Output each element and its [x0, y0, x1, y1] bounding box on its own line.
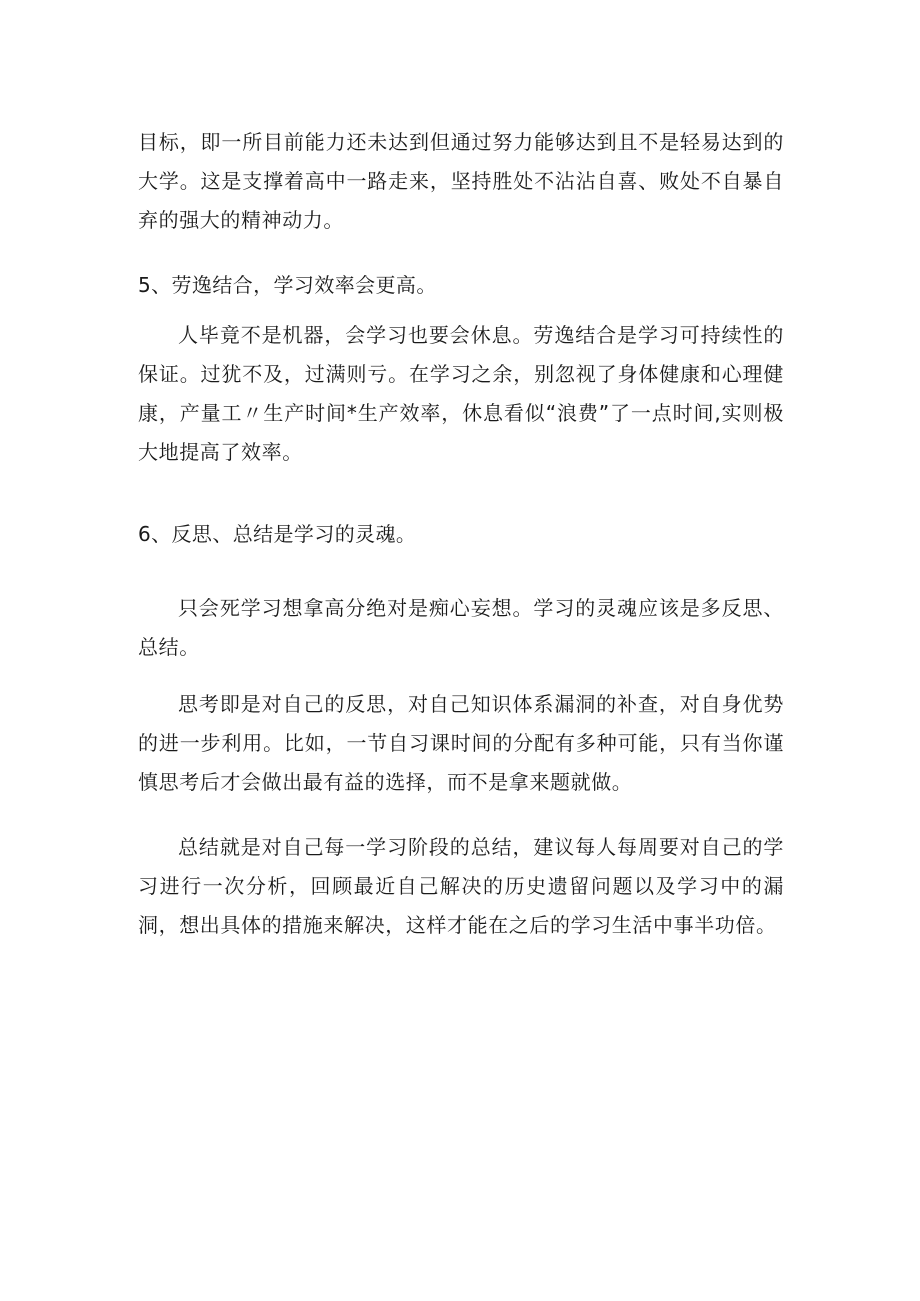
paragraph-thinking: 思考即是对自己的反思，对自己知识体系漏洞的补查，对自身优势的进一步利用。比如，一节自习课时间的分配有多种可能，只有当你谨慎思考后才会做出最有益的选择，而不是拿来题就做。 [138, 692, 784, 794]
section-heading-6: 6、反思、总结是学习的灵魂。 [138, 522, 417, 546]
paragraph-rest-balance: 人毕竟不是机器，会学习也要会休息。劳逸结合是学习可持续性的保证。过犹不及，过满则亏。在学习之余，别忽视了身体健康和心理健康，产量工〃生产时间*生产效率，休息看似“浪费”了一点时间,实则极大地提高了效率。 [138, 323, 784, 464]
paragraph-reflection-intro: 只会死学习想拿高分绝对是痴心妄想。学习的灵魂应该是多反思、总结。 [138, 596, 784, 659]
paragraph-summary: 总结就是对自己每一学习阶段的总结，建议每人每周要对自己的学习进行一次分析，回顾最近自己解决的历史遗留问题以及学习中的漏洞，想出具体的措施来解决，这样才能在之后的学习生活中事半功倍。 [138, 835, 784, 937]
section-heading-5: 5、劳逸结合，学习效率会更高。 [138, 273, 437, 297]
paragraph-goal-continuation: 目标，即一所目前能力还未达到但通过努力能够达到且不是轻易达到的大学。这是支撑着高中一路走来，坚持胜处不沾沾自喜、败处不自暴自弃的强大的精神动力。 [138, 130, 784, 232]
